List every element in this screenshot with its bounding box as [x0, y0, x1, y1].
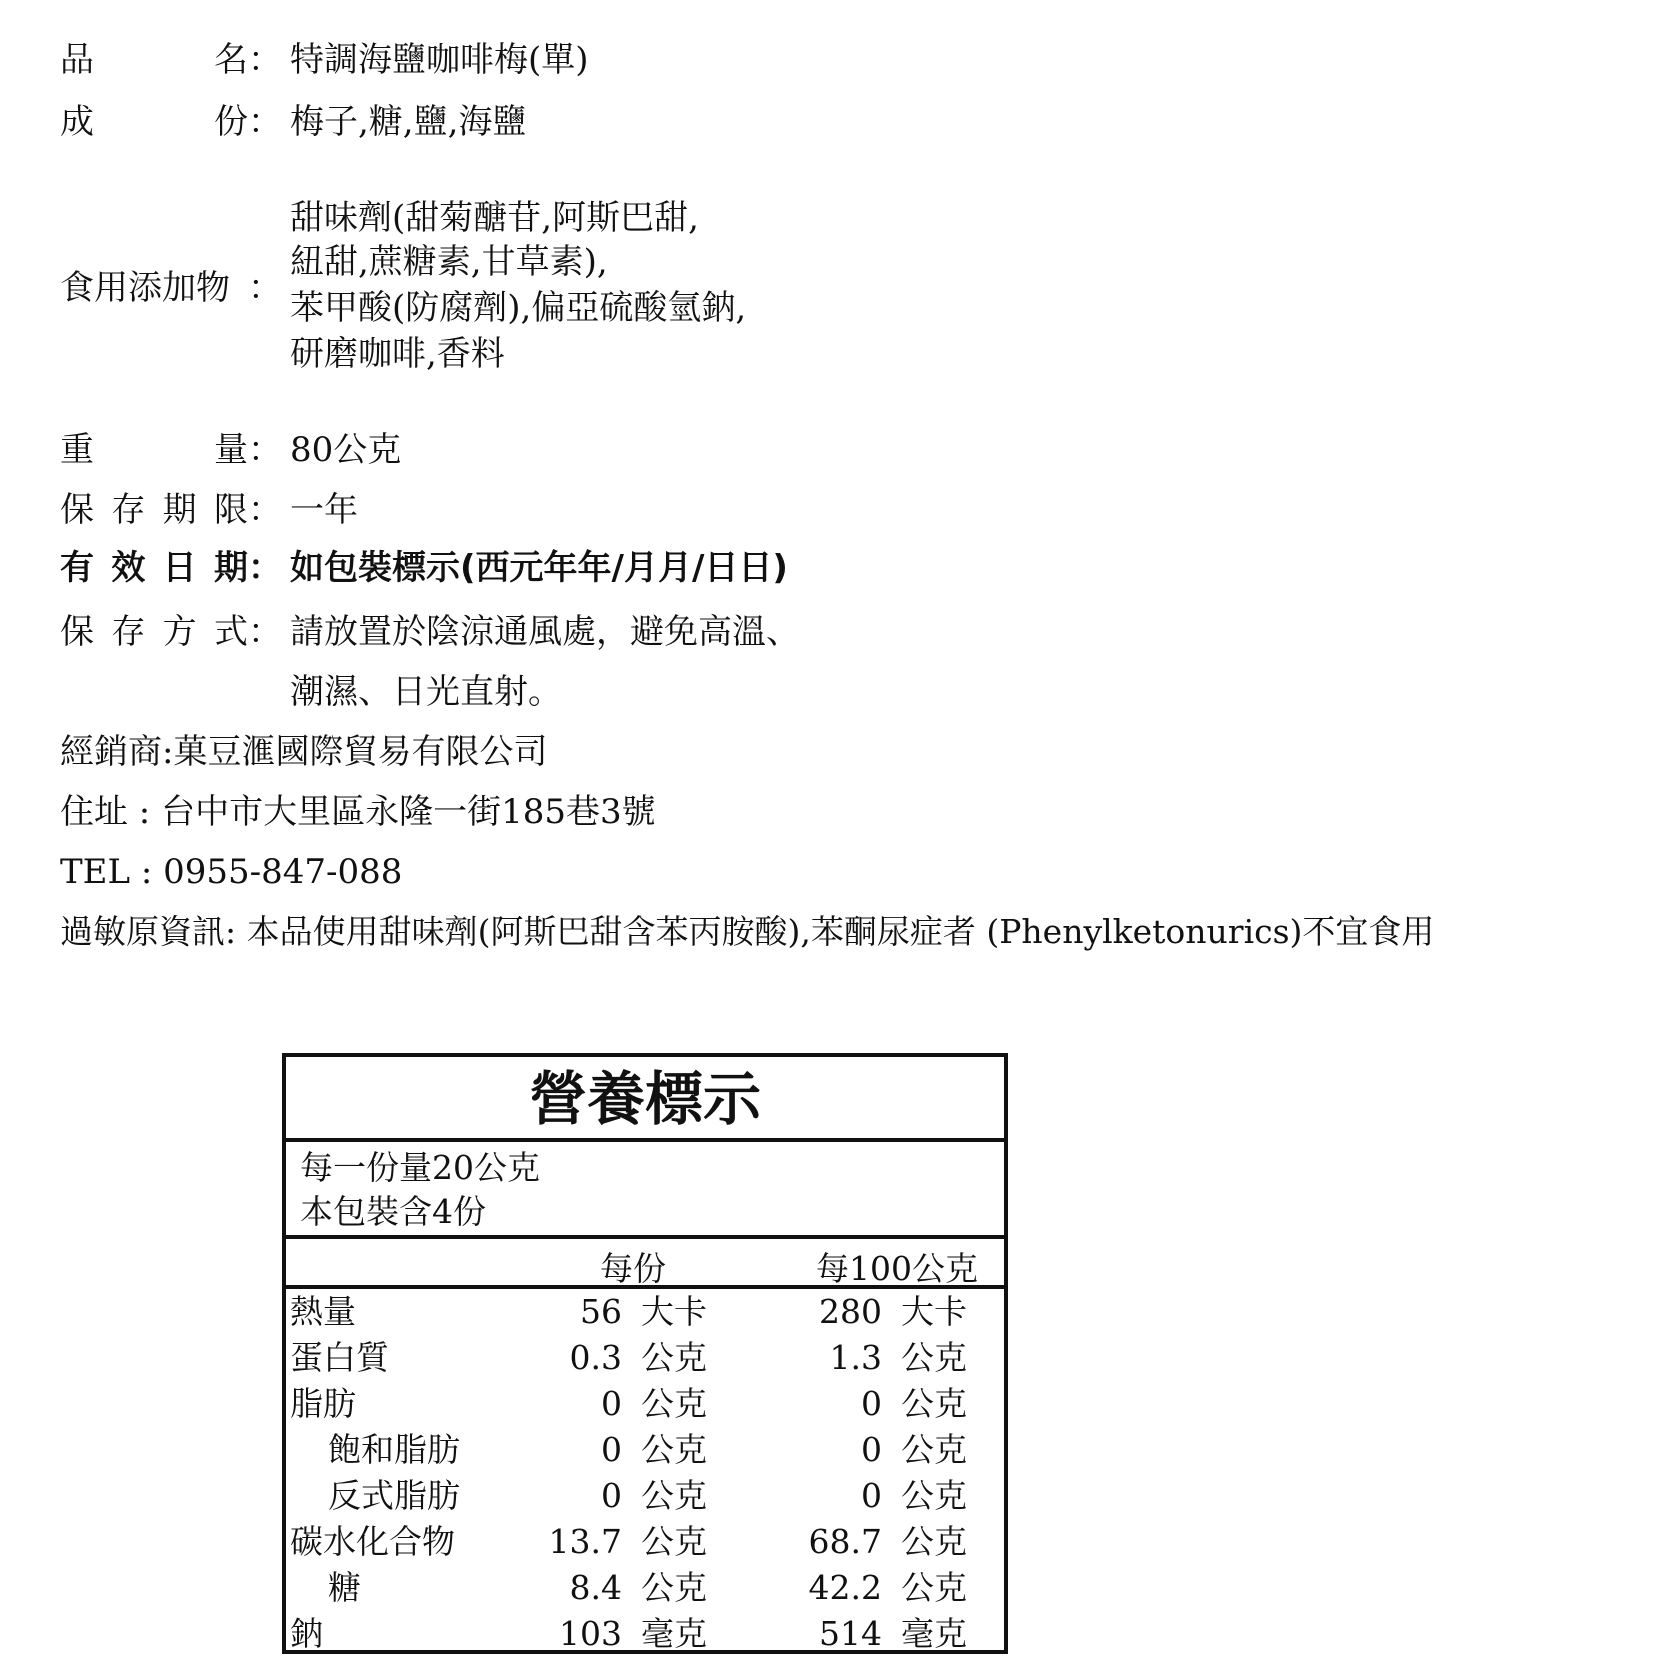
nutrition-column-header	[286, 1239, 1004, 1289]
ingredients-label: 成 份	[60, 102, 248, 142]
colon: ：	[248, 102, 282, 142]
per-serving-unit: 公克	[641, 1522, 707, 1561]
per-serving-unit: 大卡	[641, 1292, 707, 1331]
colon: ：	[248, 268, 282, 308]
product-name-label: 品 名	[60, 40, 248, 80]
colon: ：	[248, 548, 282, 588]
nutrient-name: 反式脂肪	[328, 1476, 460, 1515]
nutrition-row	[286, 1289, 1004, 1335]
additives-label: 食用添加物	[60, 268, 230, 308]
weight-value: 80公克	[290, 430, 402, 470]
per-100g-value: 42.2	[808, 1568, 882, 1607]
per-100g-unit: 毫克	[901, 1614, 967, 1653]
per-serving-value: 8.4	[569, 1568, 622, 1607]
per-100g-value: 0	[861, 1476, 882, 1515]
per-100g-value: 68.7	[808, 1522, 882, 1561]
additives-line: 紐甜,蔗糖素,甘草素),	[290, 242, 608, 282]
nutrient-name: 熱量	[290, 1292, 356, 1331]
per-100g-value: 514	[819, 1614, 882, 1653]
col-per-serving: 每份	[600, 1249, 666, 1288]
colon: ：	[248, 490, 282, 530]
nutrient-name: 碳水化合物	[290, 1522, 455, 1561]
per-100g-unit: 大卡	[901, 1292, 967, 1331]
address: 住址 : 台中市大里區永隆一街185巷3號	[60, 792, 656, 832]
per-100g-value: 1.3	[829, 1338, 882, 1377]
nutrition-row	[286, 1473, 1004, 1519]
allergen-info: 過敏原資訊: 本品使用甜味劑(阿斯巴甜含苯丙胺酸),苯酮尿症者 (Phenylketonurics)不宜食用	[60, 912, 1435, 951]
product-name-value: 特調海鹽咖啡梅(單)	[290, 40, 589, 80]
additives-line: 苯甲酸(防腐劑),偏亞硫酸氫鈉,	[290, 288, 747, 328]
per-serving-unit: 公克	[641, 1568, 707, 1607]
per-serving-value: 0.3	[569, 1338, 622, 1377]
per-serving-unit: 毫克	[641, 1614, 707, 1653]
serving-info	[286, 1142, 1004, 1239]
per-serving-value: 13.7	[548, 1522, 622, 1561]
per-100g-unit: 公克	[901, 1568, 967, 1607]
nutrition-row	[286, 1519, 1004, 1565]
ingredients-value: 梅子,糖,鹽,海鹽	[290, 102, 527, 142]
nutrition-rows	[286, 1289, 1004, 1657]
per-100g-unit: 公克	[901, 1476, 967, 1515]
additives-line: 研磨咖啡,香料	[290, 334, 505, 374]
colon: ：	[248, 40, 282, 80]
per-serving-unit: 公克	[641, 1384, 707, 1423]
per-serving-unit: 公克	[641, 1476, 707, 1515]
per-serving-unit: 公克	[641, 1338, 707, 1377]
per-100g-unit: 公克	[901, 1338, 967, 1377]
per-100g-unit: 公克	[901, 1384, 967, 1423]
per-serving-value: 0	[601, 1430, 622, 1469]
col-per-100g: 每100公克	[816, 1249, 978, 1288]
shelf-life-label: 保 存 期 限	[60, 490, 248, 530]
nutrient-name: 脂肪	[290, 1384, 356, 1423]
storage-line: 請放置於陰涼通風處，避免高溫、	[290, 612, 800, 652]
servings-per-pack: 本包裝含4份	[300, 1192, 486, 1231]
serving-size: 每一份量20公克	[300, 1148, 540, 1187]
telephone: TEL : 0955-847-088	[60, 852, 403, 892]
per-serving-value: 103	[559, 1614, 622, 1653]
nutrition-row	[286, 1565, 1004, 1611]
weight-label: 重 量	[60, 430, 248, 470]
nutrition-row	[286, 1335, 1004, 1381]
distributor: 經銷商:菓豆滙國際貿易有限公司	[60, 732, 548, 772]
per-serving-unit: 公克	[641, 1430, 707, 1469]
expiry-value: 如包裝標示(西元年年/月月/日日)	[290, 548, 788, 588]
per-serving-value: 56	[580, 1292, 622, 1331]
nutrition-row	[286, 1427, 1004, 1473]
expiry-label: 有 效 日 期	[60, 548, 248, 588]
per-100g-unit: 公克	[901, 1430, 967, 1469]
colon: ：	[248, 612, 282, 652]
colon: ：	[248, 430, 282, 470]
nutrition-table	[282, 1053, 1008, 1654]
nutrient-name: 蛋白質	[290, 1338, 389, 1377]
per-100g-value: 0	[861, 1384, 882, 1423]
nutrition-row	[286, 1611, 1004, 1657]
per-serving-value: 0	[601, 1384, 622, 1423]
per-serving-value: 0	[601, 1476, 622, 1515]
additives-line: 甜味劑(甜菊醣苷,阿斯巴甜,	[290, 198, 699, 238]
per-100g-value: 0	[861, 1430, 882, 1469]
nutrient-name: 飽和脂肪	[328, 1430, 460, 1469]
per-100g-value: 280	[819, 1292, 882, 1331]
nutrient-name: 鈉	[290, 1614, 323, 1653]
storage-label: 保 存 方 式	[60, 612, 248, 652]
shelf-life-value: 一年	[290, 490, 358, 530]
nutrient-name: 糖	[328, 1568, 361, 1607]
nutrition-title: 營養標示	[286, 1057, 1004, 1142]
nutrition-row	[286, 1381, 1004, 1427]
per-100g-unit: 公克	[901, 1522, 967, 1561]
storage-line: 潮濕、日光直射。	[290, 672, 562, 712]
